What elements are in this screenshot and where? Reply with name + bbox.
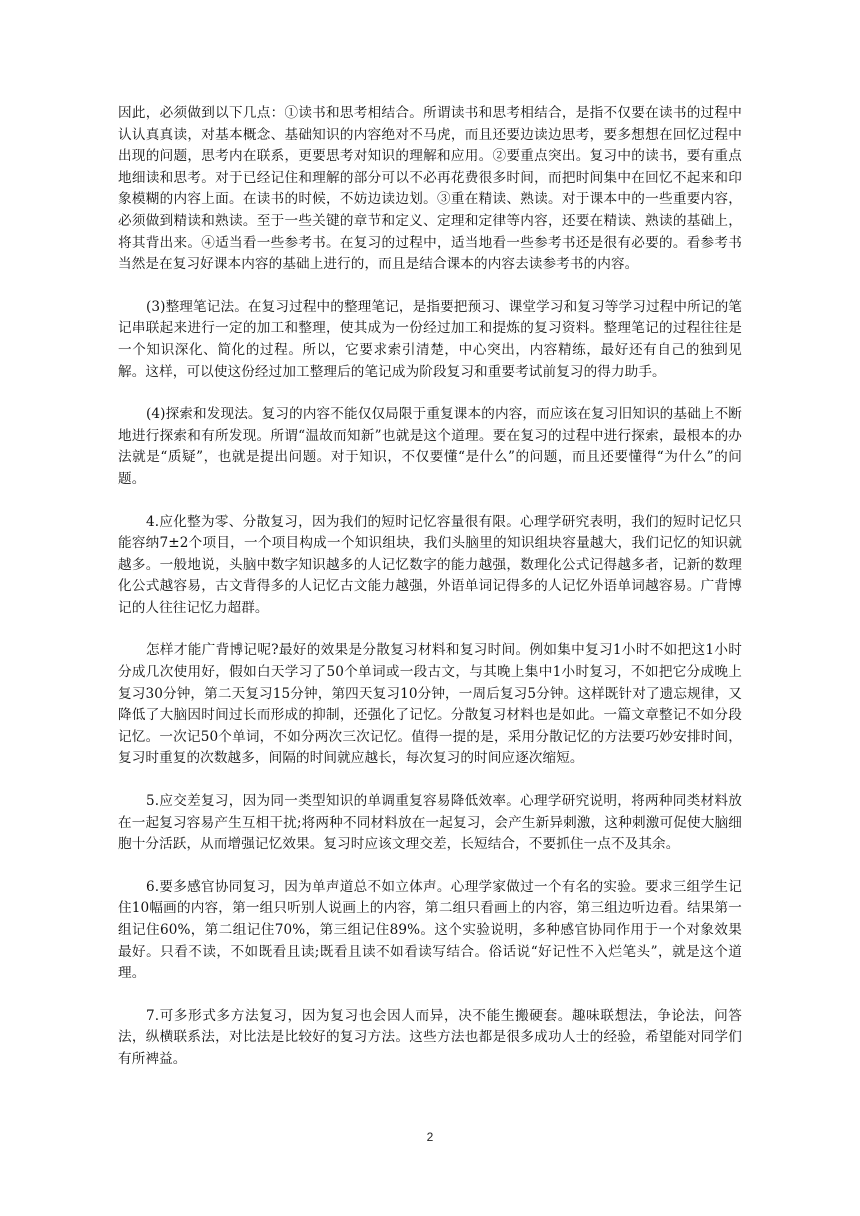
paragraph-reading-tips: 因此，必须做到以下几点：①读书和思考相结合。所谓读书和思考相结合，是指不仅要在读书的过程中认认真真读，对基本概念、基础知识的内容绝对不马虎，而且还要边读边思考，要多想想在回忆过程中出现的问题，思考内在联系，更要思考对知识的理解和应用。②要重点突出。复习中的读书，要有重点地细读和思考。对于已经记住和理解的部分可以不必再花费很多时间，而把时间集中在回忆不起来和印象模糊的内容上面。在读书的时候，不妨边读边划。③重在精读、熟读。对于课本中的一些重要内容，必须做到精读和熟读。至于一些关键的章节和定义、定理和定律等内容，还要在精读、熟读的基础上，将其背出来。④适当看一些参考书。在复习的过程中，适当地看一些参考书还是很有必要的。看参考书当然是在复习好课本内容的基础上进行的，而且是结合课本的内容去读参考书的内容。: [118, 105, 742, 273]
paragraph-multisensory-review: 6.要多感官协同复习，因为单声道总不如立体声。心理学家做过一个有名的实验。要求三组学生记住10幅画的内容，第一组只听别人说画上的内容，第二组只看画上的内容，第三组边听边看。结果第一组记住60%，第二组记住70%，第三组记住89%。这个实验说明，多种感官协同作用于一个对象效果最好。只看不读，不如既看且读;既看且读不如看读写结合。俗话说“好记性不入烂笔头”，就是这个道理。: [118, 878, 742, 982]
paragraph-alternating-review: 5.应交差复习，因为同一类型知识的单调重复容易降低效率。心理学研究说明，将两种同类材料放在一起复习容易产生互相干扰;将两种不同材料放在一起复习，会产生新异刺激，这种刺激可促使大脑细胞十分活跃，从而增强记忆效果。复习时应该文理交差，长短结合，不要抓住一点不及其余。: [118, 793, 742, 853]
paragraph-note-organizing: (3)整理笔记法。在复习过程中的整理笔记，是指要把预习、课堂学习和复习等学习过程中所记的笔记串联起来进行一定的加工和整理，使其成为一份经过加工和提炼的复习资料。整理笔记的过程往往是一个知识深化、简化的过程。所以，它要求索引清楚，中心突出，内容精练，最好还有自己的独到见解。这样，可以使这份经过加工整理后的笔记成为阶段复习和重要考试前复习的得力助手。: [118, 298, 742, 380]
paragraph-distributed-review: 4.应化整为零、分散复习，因为我们的短时记忆容量很有限。心理学研究表明，我们的短时记忆只能容纳7±2个项目，一个项目构成一个知识组块，我们头脑里的知识组块容量越大，我们记忆的知识就越多。一般地说，头脑中数字知识越多的人记忆数字的能力越强，数理化公式记得越多者，记新的数理化公式越容易，古文背得多的人记忆古文能力越强，外语单词记得多的人记忆外语单词越容易。广背博记的人往往记忆力超群。: [118, 513, 742, 616]
page-number: 2: [426, 1130, 434, 1144]
paragraph-wide-memorization: 怎样才能广背博记呢?最好的效果是分散复习材料和复习时间。例如集中复习1小时不如把这1小时分成几次使用好，假如白天学习了50个单词或一段古文，与其晚上集中1小时复习，不如把它分成晚上复习30分钟，第二天复习15分钟，第四天复习10分钟，一周后复习5分钟。这样既针对了遗忘规律，又降低了大脑因时间过长而形成的抑制，还强化了记忆。分散复习材料也是如此。一篇文章整记不如分段记忆。一次记50个单词，不如分两次三次记忆。值得一提的是，采用分散记忆的方法要巧妙安排时间，复习时重复的次数越多，间隔的时间就应越长，每次复习的时间应逐次缩短。: [118, 642, 742, 767]
document-body: [118, 103, 742, 1071]
paragraph-exploration: (4)探索和发现法。复习的内容不能仅仅局限于重复课本的内容，而应该在复习旧知识的基础上不断地进行探索和有所发现。所谓“温故而知新”也就是这个道理。要在复习的过程中进行探索，最根本的办法就是“质疑”，也就是提出问题。对于知识，不仅要懂“是什么”的问题，而且还要懂得“为什么”的问题。: [118, 406, 742, 487]
paragraph-multiple-methods: 7.可多形式多方法复习，因为复习也会因人而异，决不能生搬硬套。趣味联想法，争论法，问答法，纵横联系法，对比法是比较好的复习方法。这些方法也都是很多成功人士的经验，希望能对同学们有所裨益。: [118, 1007, 742, 1067]
